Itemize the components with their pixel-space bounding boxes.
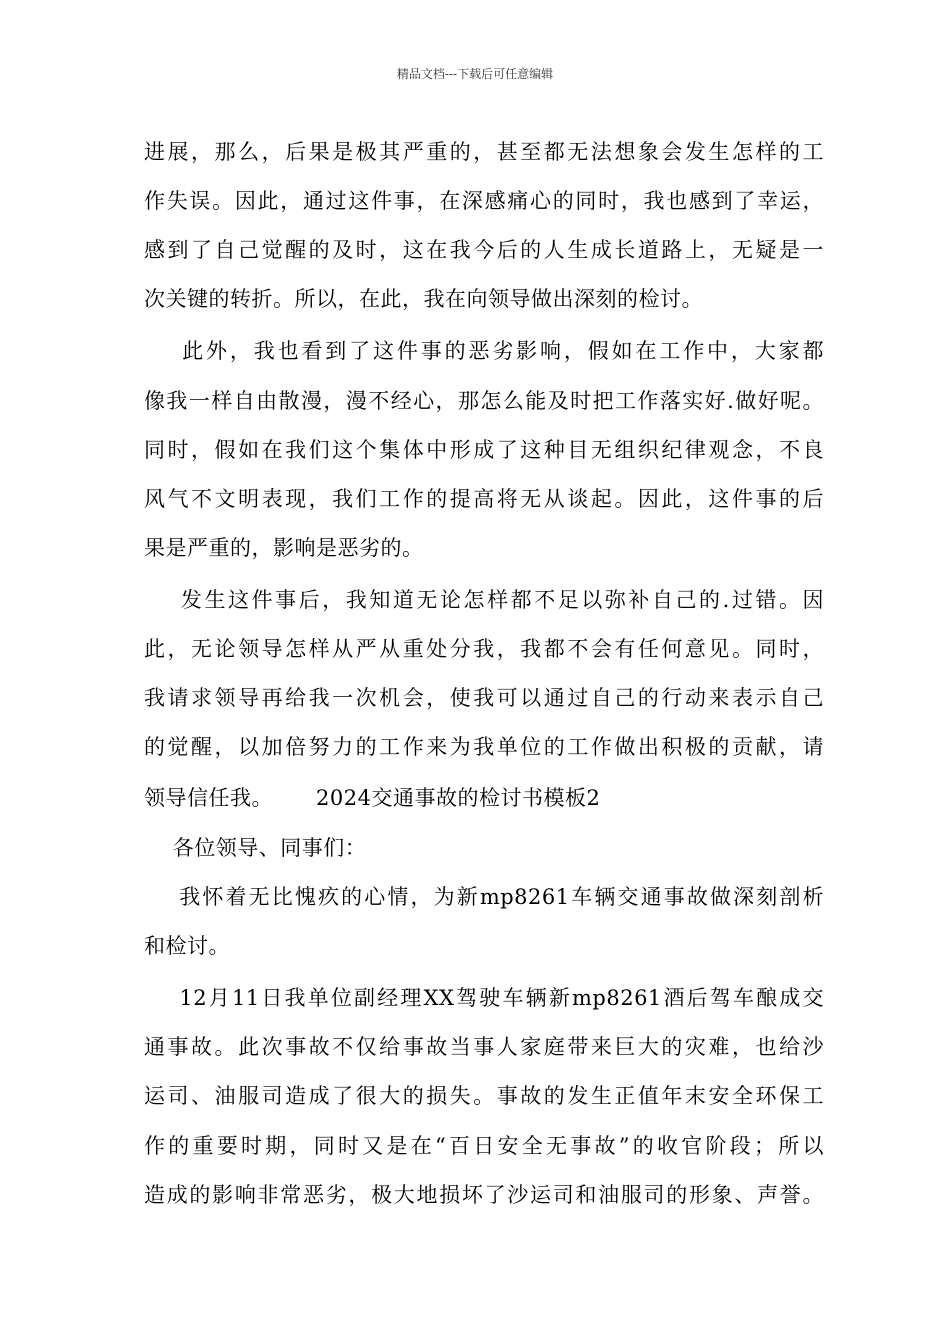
text-line: 运司、油服司造成了很大的损失。事故的发生正值年末安全环保工 xyxy=(144,1084,824,1108)
text-line: 风气不文明表现，我们工作的提高将无从谈起。因此，这件事的后 xyxy=(144,487,824,511)
text-line: 的觉醒，以加倍努力的工作来为我单位的工作做出积极的贡献，请 xyxy=(144,735,824,759)
text-line: 我怀着无比愧疚的心情，为新mp8261车辆交通事故做深刻剖析 xyxy=(144,885,824,909)
text-line: 感到了自己觉醒的及时，这在我今后的人生成长道路上，无疑是一 xyxy=(144,238,824,262)
text-line: 12月11日我单位副经理XX驾驶车辆新mp8261酒后驾车酿成交 xyxy=(144,986,824,1010)
text-line: 通事故。此次事故不仅给事故当事人家庭带来巨大的灾难，也给沙 xyxy=(144,1035,824,1059)
text-line: 此外，我也看到了这件事的恶劣影响，假如在工作中，大家都 xyxy=(144,339,824,363)
text-line: 和检讨。 xyxy=(144,934,230,958)
text-line: 此，无论领导怎样从严从重处分我，我都不会有任何意见。同时， xyxy=(144,637,824,661)
text-line: 果是严重的，影响是恶劣的。 xyxy=(144,536,424,560)
text-line: 造成的影响非常恶劣，极大地损坏了沙运司和油服司的形象、声誉。 xyxy=(144,1183,824,1207)
text-line: 各位领导、同事们： xyxy=(144,836,367,860)
text-line: 像我一样自由散漫，漫不经心，那怎么能及时把工作落实好.做好呢。 xyxy=(144,389,824,413)
page-header: 精品文档---下载后可任意编辑 xyxy=(396,67,554,81)
text-line: 作失误。因此，通过这件事，在深感痛心的同时，我也感到了幸运， xyxy=(144,189,824,213)
text-line: 同时，假如在我们这个集体中形成了这种目无组织纪律观念，不良 xyxy=(144,438,824,462)
text-line: 领导信任我。 2024交通事故的检讨书模板2 xyxy=(144,786,601,810)
text-line: 进展，那么，后果是极其严重的，甚至都无法想象会发生怎样的工 xyxy=(144,140,824,164)
text-line: 作的重要时期，同时又是在“百日安全无事故”的收官阶段；所以 xyxy=(144,1134,824,1158)
text-line: 次关键的转折。所以，在此，我在向领导做出深刻的检讨。 xyxy=(144,287,703,311)
text-line: 我请求领导再给我一次机会，使我可以通过自己的行动来表示自己 xyxy=(144,686,824,710)
text-line: 发生这件事后，我知道无论怎样都不足以弥补自己的.过错。因 xyxy=(144,588,824,612)
